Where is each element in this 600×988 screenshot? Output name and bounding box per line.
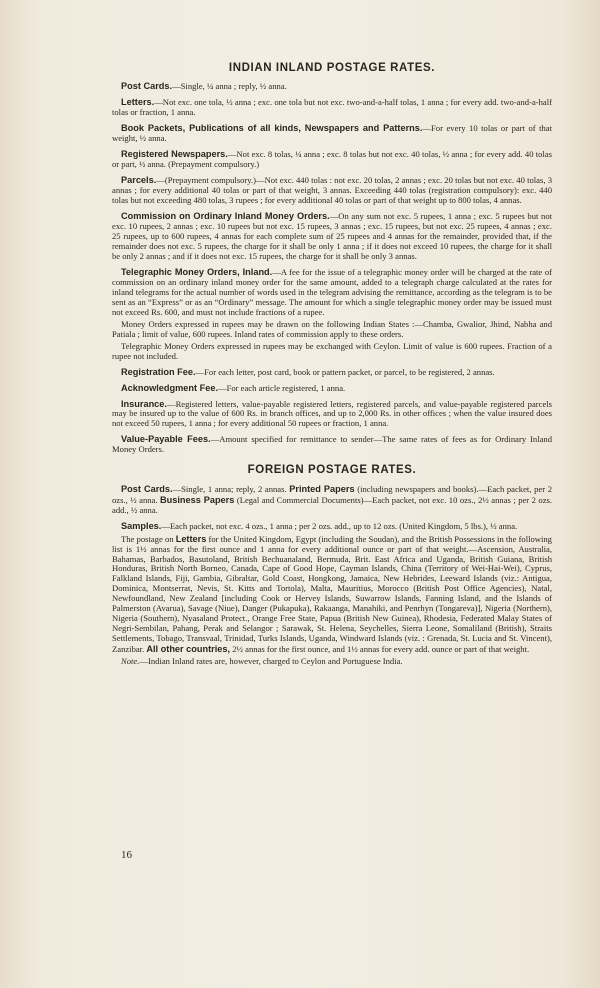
foreign-note	[112, 657, 552, 667]
inland-registered-newspapers	[112, 149, 552, 170]
section-heading: Registration Fee.	[121, 366, 196, 377]
inland-registration	[112, 367, 552, 378]
section-text: —On any sum not exc. 5 rupees, 1 anna ; exc. 5 rupees but not exc. 10 rupees, 2 annas ; exc. 10 rupees but not exc. 15 rupees, 3 annas ; exc. 15 rupees, but not exc. 25 rupees, 4 annas ; exc. 25 rupees, up to 600 rupees, 4 annas for each complete sum of 25 rupees and 4 annas for the remainder, provided that, if the remainder does not exc. 5 rupees, the charge for it shall be only 1 anna ; if it does not exceed 10 rupees, the charge for it shall be only 2 annas ; and if it does not exc. 15 rupees, the charge for it shall be only 3 annas.	[112, 211, 552, 261]
section-heading: Insurance.	[121, 398, 167, 409]
section-text: for the United Kingdom, Egypt (including the Soudan), and the British Possessions in the following list is 1½ annas for the first ounce and 1 anna for every additional ounce or part of that weight.—Ascension, Australia, Bahamas, Barbados, Basutoland, British Bechuanaland, Bermuda, Brit. East Africa and Uganda, British Guiana, British Honduras, British North Borneo, Canada, Cape of Good Hope, Cayman Islands, China (Territory of Wei-Hai-Wei), Cyprus, Falkland Islands, Fiji, Gambia, Gibraltar, Gold Coast, Hongkong, Jamaica, New Hebrides, Leeward Islands (viz.: Antigua, Dominica, Montserrat, Nevis, St. Kitts and Tortola), Malta, Mauritius, Morocco (British Post Office Agencies), Natal, Newfoundland, New Zealand [including Cook or Hervey Islands, Suwarrow Islands, Fanning Island, and the Islands of Palmerston (Avarua), Savage (Niue), Danger (Pukapuka), Rakaanga, Manahiki, and Penrhyn (Tongareva)], Nigeria (Northern), Nigeria (Southern), Nyasaland Protect., Orange Free State, Papua (British New Guinea), Rhodesia, Federated Malay States of Negri-Sembilan, Pahang, Perak and Selangor ; Sarawak, St. Helena, Seychelles, Sierra Leone, Somaliland (British), Straits Settlements, Tobago, Transvaal, Trinidad, Turks Islands, Uganda, Windward Islands (viz. : Grenada, St. Lucia and St. Vincent), Zanzibar.	[112, 533, 552, 655]
section-text: —Not exc. one tola, ½ anna ; exc. one tola but not exc. two-and-a-half tolas, 1 anna ; for every add. two-and-a-half tolas or fraction, 1 anna.	[112, 97, 552, 118]
inland-commission	[112, 211, 552, 262]
inland-letters	[112, 97, 552, 118]
section-text: —For each article registered, 1 anna.	[218, 382, 346, 393]
section-heading: Printed Papers	[289, 483, 355, 494]
section-text: —Registered letters, value-payable registered letters, registered parcels, and value-payable registered parcels may be insured up to the value of 600 Rs. in branch offices, and up to 2,000 Rs. in other offices ; when the value insured does not exceed 50 rupees, 1 anna ; for every additional 50 rupees or fraction, 1 anna.	[112, 398, 552, 429]
note-label: Note.	[121, 656, 140, 667]
section-text: 2½ annas for the first ounce, and 1½ annas for every add. ounce or part of that weight.	[230, 644, 530, 655]
section-heading: Letters.	[121, 97, 155, 108]
section-heading: Parcels.	[121, 175, 157, 186]
section-text: —A fee for the issue of a telegraphic money order will be charged at the rate of commission on an ordinary inland money order for the same amount, added to a telegraph charge calculated at the rates for inland telegrams for the actual number of words used in the telegram advising the remittance, according as the telegram is to be sent as an “Express” or as an “Ordinary” message. The amount for which a single telegraphic money order may be issued must not exceed Rs. 600, and must not include fractions of a rupee.	[112, 266, 552, 317]
foreign-post-cards	[112, 484, 552, 516]
section-heading: Post Cards.	[121, 483, 173, 494]
section-heading: Post Cards.	[121, 81, 173, 92]
inland-value-payable	[112, 434, 552, 455]
section-text: —(Prepayment compulsory.)—Not exc. 440 tolas : not exc. 20 tolas, 2 annas ; exc. 20 tolas but not exc. 40 tolas, 3 annas ; for every additional 40 tolas or part of that weight, 3 annas. Exceeding 440 tolas (registration compulsory): exc. 440 tolas but not exceeding 480 tolas, 3 rupees ; for every additional 40 tolas or part of that weight up to 800 tolas, 4 annas.	[112, 175, 552, 206]
inland-insurance	[112, 399, 552, 430]
section-heading: Value-Payable Fees.	[121, 434, 211, 445]
section-text: (Legal and Commercial Documents)—Each packet, not exc. 10 ozs., 2½ annas ; per 2 ozs. add., ½ anna.	[112, 494, 552, 515]
section-heading: Business Papers	[159, 494, 235, 505]
section-text: —For each letter, post card, book or pattern packet, or parcel, to be registered, 2 annas.	[195, 366, 495, 377]
foreign-samples	[112, 521, 552, 532]
section-text: (including newspapers and books).—Each packet, per 2 ozs., ½ anna.	[112, 483, 552, 505]
section-text: —Amount specified for remittance to sender—The same rates of fees as for Ordinary Inland Money Orders.	[112, 434, 553, 455]
section-heading: Telegraphic Money Orders, Inland.	[121, 266, 273, 277]
section-heading: Book Packets, Publications of all kinds, Newspapers and Patterns.	[121, 123, 423, 134]
inland-parcels	[112, 175, 552, 206]
section-text: —Single, 1 anna; reply, 2 annas.	[172, 483, 290, 494]
section-heading: Registered Newspapers.	[121, 149, 228, 160]
foreign-letters	[112, 534, 552, 656]
section-text: —Single, ¼ anna ; reply, ½ anna.	[172, 81, 287, 92]
inland-acknowledgment	[112, 383, 552, 394]
inland-post-cards	[112, 81, 552, 92]
foreign-title: FOREIGN POSTAGE RATES.	[247, 464, 417, 477]
inland-telegraphic-ceylon: Telegraphic Money Orders expressed in rupees may be exchanged with Ceylon. Limit of value is 600 rupees. Fraction of a rupee not included.	[112, 340, 552, 361]
page-number: 16	[121, 849, 132, 861]
inland-telegraphic	[112, 267, 552, 318]
page-content	[112, 62, 552, 672]
inland-book-packets	[112, 123, 552, 144]
inland-money-orders-states: Money Orders expressed in rupees may be drawn on the following Indian States :—Chamba, Gwalior, Jhind, Nabha and Patiala ; limit of value, 600 rupees. Inland rates of commission apply to these orders.	[112, 318, 552, 339]
section-heading: Letters	[175, 533, 207, 544]
section-text: The postage on	[121, 533, 176, 544]
note-text: —Indian Inland rates are, however, charged to Ceylon and Portuguese India.	[139, 656, 403, 667]
section-heading: Acknowledgment Fee.	[121, 382, 218, 393]
section-heading: Samples.	[121, 520, 162, 531]
inland-title: INDIAN INLAND POSTAGE RATES.	[228, 62, 436, 74]
section-text: —For every 10 tolas or part of that weight, ½ anna.	[112, 123, 553, 144]
section-text: —Not exc. 8 tolas, ¼ anna ; exc. 8 tolas but not exc. 40 tolas, ½ anna ; for every add. 40 tolas or part, ½ anna. (Prepayment compulsory.)	[112, 149, 552, 170]
section-heading: All other countries,	[146, 644, 231, 655]
section-heading: Commission on Ordinary Inland Money Orders.	[121, 211, 330, 222]
section-text: —Each packet, not exc. 4 ozs., 1 anna ; per 2 ozs. add., up to 12 ozs. (United Kingdom, 5 lbs.), ½ anna.	[161, 520, 518, 531]
